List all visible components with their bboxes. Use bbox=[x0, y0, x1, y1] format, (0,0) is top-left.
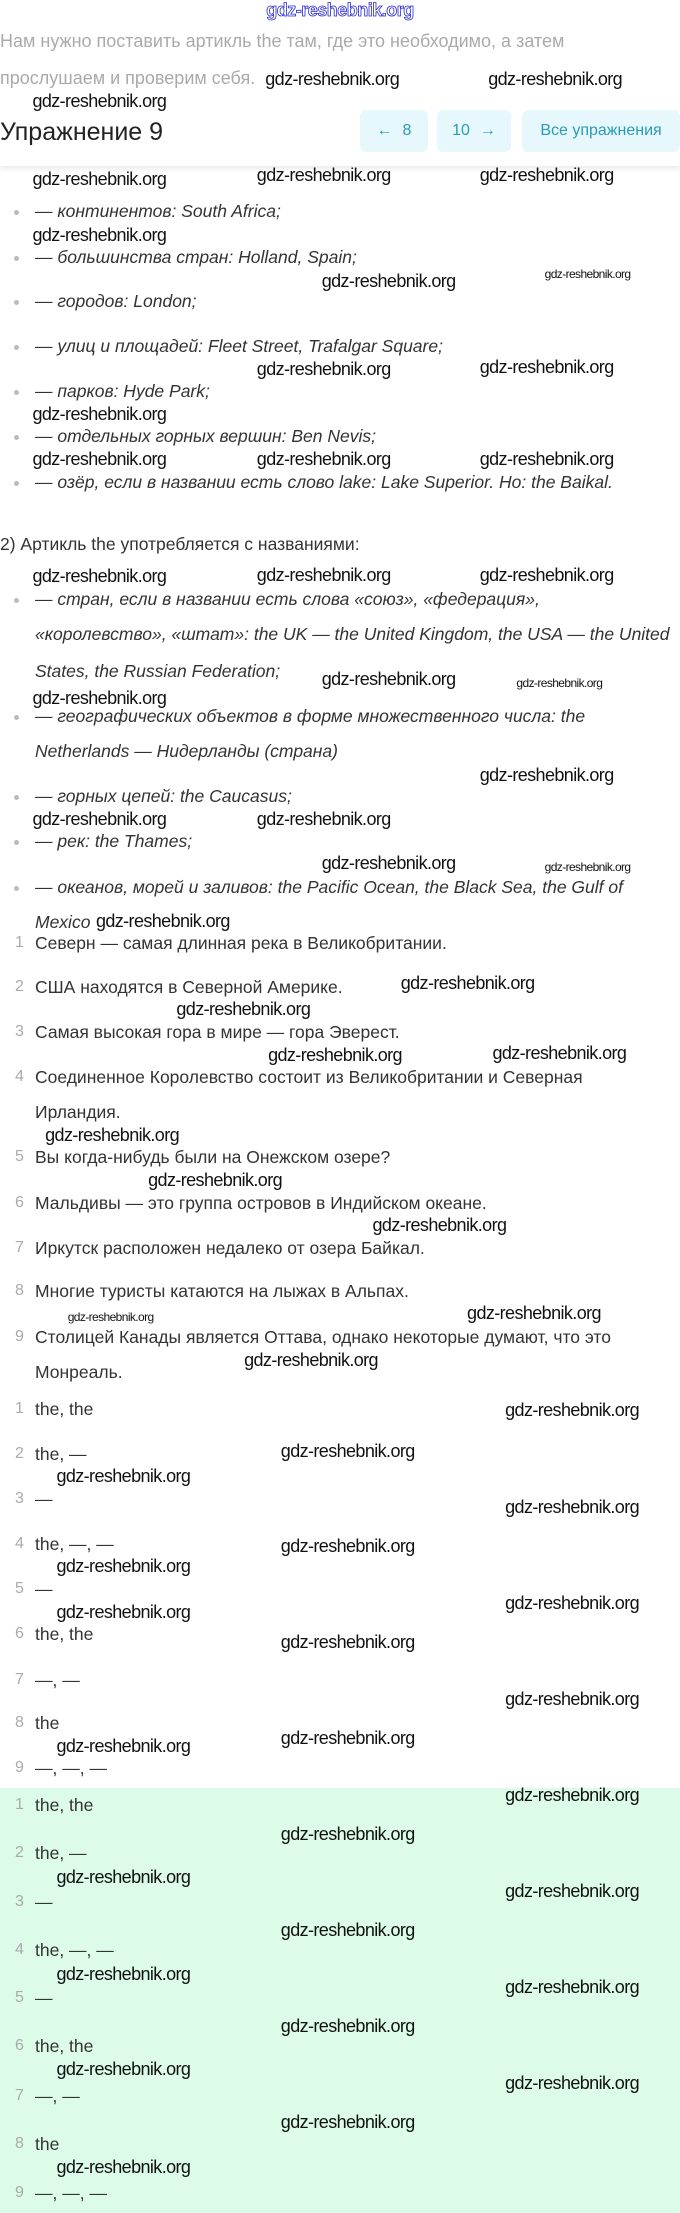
next-exercise-label: 10 bbox=[452, 122, 470, 139]
bullet-icon bbox=[14, 481, 19, 486]
answer-key-item: — bbox=[35, 1988, 53, 2009]
watermark-text: gdz-reshebnik.org bbox=[505, 1784, 640, 1805]
bullet-icon bbox=[14, 598, 19, 603]
page-title: Упражнение 9 bbox=[0, 118, 164, 146]
answer-number: 1 bbox=[15, 1399, 24, 1417]
watermark-text: gdz-reshebnik.org bbox=[280, 1632, 415, 1653]
watermark-text: gdz-reshebnik.org bbox=[516, 675, 603, 690]
task-sentence: Северн — самая длинная река в Великобритании. bbox=[35, 932, 447, 953]
bullet-icon bbox=[14, 840, 19, 845]
watermark-text: gdz-reshebnik.org bbox=[372, 1215, 507, 1236]
bullet-icon bbox=[14, 210, 19, 215]
watermark-text: gdz-reshebnik.org bbox=[280, 2112, 415, 2133]
watermark-text: gdz-reshebnik.org bbox=[256, 164, 391, 185]
rule-item: States, the Russian Federation; bbox=[35, 660, 281, 681]
answer-number: 7 bbox=[15, 1670, 24, 1688]
prev-exercise-label: 8 bbox=[402, 122, 412, 139]
task-sentence: Самая высокая гора в мире — гора Эверест. bbox=[35, 1021, 400, 1042]
task-sentence: Соединенное Королевство состоит из Великобритании и Северная bbox=[35, 1067, 583, 1087]
rule-item: — горных цепей: the Caucasus; bbox=[35, 786, 292, 807]
watermark-text: gdz-reshebnik.org bbox=[544, 266, 631, 281]
watermark-text: gdz-reshebnik.org bbox=[95, 910, 230, 931]
answer-number: 3 bbox=[15, 1489, 24, 1507]
task-sentence: Монреаль. bbox=[35, 1361, 123, 1382]
rule-item: — географических объектов в форме множественного числа: the bbox=[35, 705, 586, 726]
watermark-text: gdz-reshebnik.org bbox=[505, 1688, 640, 1709]
watermark-text: gdz-reshebnik.org bbox=[67, 1310, 154, 1325]
bullet-icon bbox=[14, 390, 19, 395]
answer-key-item: the, the bbox=[35, 2036, 94, 2057]
answer-number: 2 bbox=[15, 1444, 24, 1462]
answer-key-item: —, —, — bbox=[35, 2183, 107, 2204]
watermark-text: gdz-reshebnik.org bbox=[467, 1303, 601, 1324]
bullet-icon bbox=[14, 345, 19, 350]
rule-item: — стран, если в названии есть слова «союз», «федерация», bbox=[35, 588, 540, 609]
watermark-text: gdz-reshebnik.org bbox=[265, 69, 400, 90]
watermark-text: gdz-reshebnik.org bbox=[256, 565, 391, 586]
bullet-icon bbox=[14, 300, 19, 305]
answer-item: the bbox=[35, 1713, 60, 1734]
task-sentence: Мальдивы — это группа островов в Индийском океане. bbox=[35, 1192, 487, 1213]
answer-number: 9 bbox=[15, 1759, 24, 1777]
rule-item: «королевство», «штат»: the UK — the United Kingdom, the USA — the United bbox=[35, 623, 670, 644]
watermark-text: gdz-reshebnik.org bbox=[268, 1044, 402, 1065]
answer-number: 5 bbox=[15, 1580, 24, 1598]
answer-item: — bbox=[35, 1579, 53, 1600]
intro-text-line: Нам нужно поставить артикль the там, где это необходимо, а затем bbox=[0, 31, 565, 51]
watermark-text: gdz-reshebnik.org bbox=[280, 1728, 415, 1749]
answer-key-number: 7 bbox=[15, 2086, 24, 2104]
answer-key-number: 4 bbox=[15, 1941, 24, 1959]
task-sentence: Вы когда-нибудь были на Онежском озере? bbox=[35, 1147, 391, 1168]
bullet-icon bbox=[14, 795, 19, 800]
task-number: 4 bbox=[15, 1068, 24, 1085]
rule-item: — большинства стран: Holland, Spain; bbox=[35, 247, 357, 268]
answer-key-number: 1 bbox=[15, 1796, 24, 1814]
task-number: 2 bbox=[15, 977, 24, 995]
answer-key-number: 9 bbox=[15, 2184, 24, 2202]
task-number: 1 bbox=[15, 933, 24, 951]
watermark-text: gdz-reshebnik.org bbox=[32, 808, 167, 829]
watermark-text: gdz-reshebnik.org bbox=[479, 565, 614, 586]
watermark-text: gdz-reshebnik.org bbox=[256, 448, 391, 469]
watermark-text: gdz-reshebnik.org bbox=[56, 1866, 191, 1887]
task-number: 8 bbox=[15, 1282, 24, 1300]
watermark-text: gdz-reshebnik.org bbox=[32, 403, 167, 424]
all-exercises-button[interactable] bbox=[522, 110, 680, 152]
bullet-icon bbox=[14, 435, 19, 440]
answer-number: 8 bbox=[15, 1714, 24, 1732]
rule-item: — улиц и площадей: Fleet Street, Trafalgar Square; bbox=[35, 336, 443, 357]
watermark-text: gdz-reshebnik.org bbox=[488, 69, 623, 90]
rule-item: — городов: London; bbox=[35, 290, 197, 311]
watermark-text: gdz-reshebnik.org bbox=[479, 164, 614, 185]
watermark-text: gdz-reshebnik.org bbox=[280, 1440, 415, 1461]
rule-item: — континентов: South Africa; bbox=[35, 200, 281, 221]
rule-item: — рек: the Thames; bbox=[35, 831, 193, 852]
answer-key-section bbox=[0, 1788, 680, 2213]
watermark-text: gdz-reshebnik.org bbox=[244, 1349, 378, 1370]
rule-item: Mexico bbox=[35, 911, 91, 932]
task-sentence: Многие туристы катаются на лыжах в Альпах. bbox=[35, 1281, 409, 1302]
watermark-text: gdz-reshebnik.org bbox=[280, 2016, 415, 2037]
watermark-text: gdz-reshebnik.org bbox=[544, 859, 631, 874]
prev-exercise-button[interactable] bbox=[360, 110, 428, 152]
watermark-text: gdz-reshebnik.org bbox=[256, 358, 391, 379]
bullet-icon bbox=[14, 715, 19, 720]
site-logo-watermark: gdz-reshebnik.org bbox=[266, 0, 414, 20]
answer-item: the, —, — bbox=[35, 1534, 114, 1555]
watermark-text: gdz-reshebnik.org bbox=[56, 1736, 191, 1757]
rule-item: — океанов, морей и заливов: the Pacific Ocean, the Black Sea, the Gulf of bbox=[35, 876, 623, 897]
answer-key-number: 6 bbox=[15, 2037, 24, 2055]
task-number: 3 bbox=[15, 1022, 24, 1040]
watermark-text: gdz-reshebnik.org bbox=[479, 356, 614, 377]
watermark-text: gdz-reshebnik.org bbox=[505, 2072, 640, 2093]
arrow-right-icon: → bbox=[479, 122, 496, 139]
task-sentence: Ирландия. bbox=[35, 1102, 121, 1123]
watermark-text: gdz-reshebnik.org bbox=[280, 1920, 415, 1941]
rule-item: — озёр, если в названии есть слово lake: Lake Superior. Но: the Baikal. bbox=[35, 471, 613, 492]
bullet-icon bbox=[14, 886, 19, 891]
watermark-text: gdz-reshebnik.org bbox=[321, 668, 456, 689]
watermark-text: gdz-reshebnik.org bbox=[479, 448, 614, 469]
task-number: 5 bbox=[15, 1148, 24, 1166]
rule-item: — отдельных горных вершин: Ben Nevis; bbox=[35, 426, 376, 447]
task-number: 7 bbox=[15, 1238, 24, 1256]
watermark-text: gdz-reshebnik.org bbox=[321, 270, 456, 291]
watermark-text: gdz-reshebnik.org bbox=[280, 1536, 415, 1557]
watermark-text: gdz-reshebnik.org bbox=[56, 1466, 191, 1487]
answer-item: —, — bbox=[35, 1669, 80, 1690]
rule-item: Netherlands — Нидерланды (страна) bbox=[35, 741, 338, 762]
task-sentence: США находятся в Северной Америке. bbox=[35, 976, 343, 997]
task-number: 9 bbox=[15, 1327, 24, 1345]
answer-key-number: 3 bbox=[15, 1893, 24, 1911]
answer-item: — bbox=[35, 1488, 53, 1509]
answer-key-number: 5 bbox=[15, 1989, 24, 2007]
watermark-text: gdz-reshebnik.org bbox=[32, 449, 167, 470]
intro-text-line: прослушаем и проверим себя. bbox=[0, 68, 256, 88]
answer-key-item: — bbox=[35, 1892, 53, 1913]
watermark-text: gdz-reshebnik.org bbox=[45, 1124, 180, 1145]
section-heading: 2) Артикль the употребляется с названиями: bbox=[0, 533, 360, 554]
watermark-text: gdz-reshebnik.org bbox=[479, 764, 614, 785]
watermark-text: gdz-reshebnik.org bbox=[505, 1976, 640, 1997]
watermark-text: gdz-reshebnik.org bbox=[400, 973, 535, 994]
watermark-text: gdz-reshebnik.org bbox=[56, 1556, 191, 1577]
watermark-text: gdz-reshebnik.org bbox=[505, 1880, 640, 1901]
answer-item: —, —, — bbox=[35, 1758, 107, 1779]
watermark-text: gdz-reshebnik.org bbox=[176, 998, 311, 1019]
answer-key-item: the bbox=[35, 2133, 60, 2154]
watermark-text: gdz-reshebnik.org bbox=[32, 169, 167, 190]
watermark-text: gdz-reshebnik.org bbox=[56, 2058, 191, 2079]
watermark-text: gdz-reshebnik.org bbox=[505, 1399, 640, 1420]
task-number: 6 bbox=[15, 1193, 24, 1211]
rule-item: — парков: Hyde Park; bbox=[35, 381, 210, 402]
watermark-text: gdz-reshebnik.org bbox=[280, 1824, 415, 1845]
watermark-text: gdz-reshebnik.org bbox=[148, 1170, 283, 1191]
answer-key-item: —, — bbox=[35, 2085, 80, 2106]
watermark-text: gdz-reshebnik.org bbox=[321, 852, 456, 873]
watermark-text: gdz-reshebnik.org bbox=[256, 808, 391, 829]
task-sentence: Иркутск расположен недалеко от озера Байкал. bbox=[35, 1237, 425, 1258]
answer-key-number: 8 bbox=[15, 2134, 24, 2152]
watermark-text: gdz-reshebnik.org bbox=[56, 2156, 191, 2177]
arrow-left-icon: ← bbox=[376, 122, 393, 139]
watermark-text: gdz-reshebnik.org bbox=[56, 1963, 191, 1984]
answer-key-item: the, —, — bbox=[35, 1940, 114, 1961]
watermark-text: gdz-reshebnik.org bbox=[32, 566, 167, 587]
watermark-text: gdz-reshebnik.org bbox=[505, 1592, 640, 1613]
watermark-text: gdz-reshebnik.org bbox=[505, 1496, 640, 1517]
bullet-icon bbox=[14, 256, 19, 261]
answer-key-item: the, — bbox=[35, 1843, 87, 1864]
answer-number: 4 bbox=[15, 1535, 24, 1553]
all-exercises-label: Все упражнения bbox=[540, 122, 662, 139]
task-sentence: Столицей Канады является Оттава, однако некоторые думают, что это bbox=[35, 1326, 611, 1347]
watermark-text: gdz-reshebnik.org bbox=[492, 1043, 627, 1064]
watermark-text: gdz-reshebnik.org bbox=[56, 1602, 191, 1623]
watermark-text: gdz-reshebnik.org bbox=[32, 688, 167, 709]
answer-item: the, the bbox=[35, 1624, 94, 1645]
next-exercise-button[interactable] bbox=[437, 110, 511, 152]
answer-item: the, the bbox=[35, 1398, 94, 1419]
answer-number: 6 bbox=[15, 1625, 24, 1643]
watermark-text: gdz-reshebnik.org bbox=[32, 225, 167, 246]
watermark-text: gdz-reshebnik.org bbox=[32, 91, 167, 112]
answer-item: the, — bbox=[35, 1443, 87, 1464]
answer-key-number: 2 bbox=[15, 1844, 24, 1862]
answer-key-item: the, the bbox=[35, 1795, 94, 1816]
